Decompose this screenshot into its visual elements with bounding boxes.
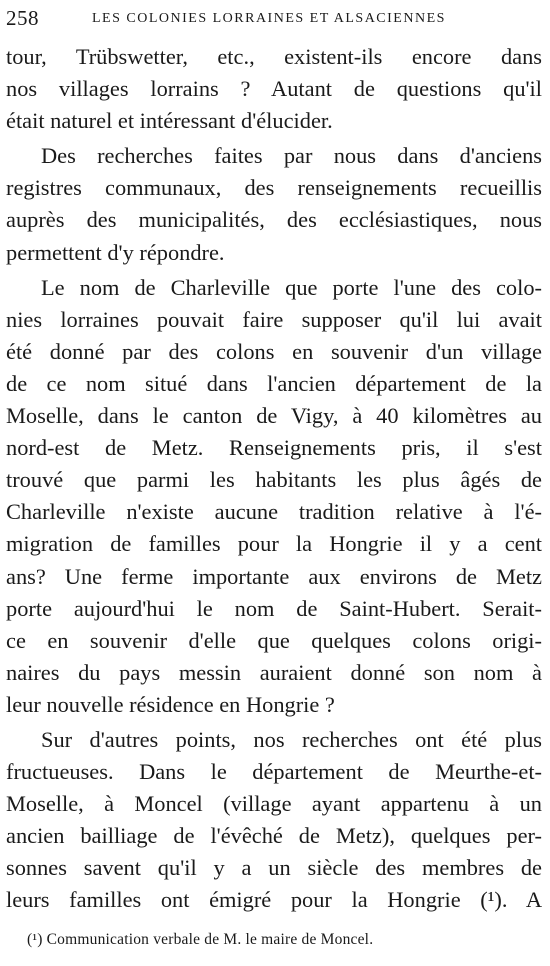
text-line: leurs familles ont émigré pour la Hongrie (¹). A xyxy=(6,887,542,913)
text-line: migration de familles pour la Hongrie il y a cent xyxy=(6,531,542,557)
text-line: ancien bailliage de l'évêché de Metz), quelques per- xyxy=(6,823,542,849)
text-line: Moselle, à Moncel (village ayant appartenu à un xyxy=(6,791,542,817)
paragraph xyxy=(6,724,542,917)
text-line: trouvé que parmi les habitants les plus âgés de xyxy=(6,467,542,493)
text-line: leur nouvelle résidence en Hongrie ? xyxy=(6,691,335,717)
body-text xyxy=(6,41,542,917)
text-line: fructueuses. Dans le département de Meurthe-et- xyxy=(6,759,542,785)
text-line: registres communaux, des renseignements recueillis xyxy=(6,175,542,201)
text-line: permettent d'y répondre. xyxy=(6,239,225,265)
text-line: nord-est de Metz. Renseignements pris, il s'est xyxy=(6,435,542,461)
page-number: 258 xyxy=(6,6,39,30)
text-line: Charleville n'existe aucune tradition relative à l'é- xyxy=(6,499,542,525)
text-line: auprès des municipalités, des ecclésiastiques, nous xyxy=(6,207,542,233)
text-line: était naturel et intéressant d'élucider. xyxy=(6,108,333,134)
text-line: Des recherches faites par nous dans d'anciens xyxy=(41,143,542,169)
paragraph xyxy=(6,140,542,268)
text-line: Le nom de Charleville que porte l'une des colo- xyxy=(41,274,542,300)
text-line: de ce nom situé dans l'ancien département de la xyxy=(6,370,542,396)
paragraph xyxy=(6,272,542,721)
text-line: porte aujourd'hui le nom de Saint-Hubert. Serait- xyxy=(6,595,542,621)
text-line: ce en souvenir d'elle que quelques colons origi- xyxy=(6,627,542,653)
text-line: Moselle, dans le canton de Vigy, à 40 kilomètres au xyxy=(6,403,542,429)
text-line: ans? Une ferme importante aux environs de Metz xyxy=(6,563,542,589)
text-line: nies lorraines pouvait faire supposer qu'il lui avait xyxy=(6,306,542,332)
text-line: Sur d'autres points, nos recherches ont été plus xyxy=(41,726,542,752)
paragraph xyxy=(6,41,542,137)
footnote: (¹) Communication verbale de M. le maire de Moncel. xyxy=(27,931,374,948)
text-line: été donné par des colons en souvenir d'un village xyxy=(6,338,542,364)
text-line: sonnes savent qu'il y a un siècle des membres de xyxy=(6,855,542,881)
text-line: nos villages lorrains ? Autant de questions qu'il xyxy=(6,76,542,102)
running-title: LES COLONIES LORRAINES ET ALSACIENNES xyxy=(92,11,446,26)
page-header xyxy=(6,4,546,34)
text-line: tour, Trübswetter, etc., existent-ils encore dans xyxy=(6,44,542,69)
text-line: naires du pays messin auraient donné son nom à xyxy=(6,659,542,685)
